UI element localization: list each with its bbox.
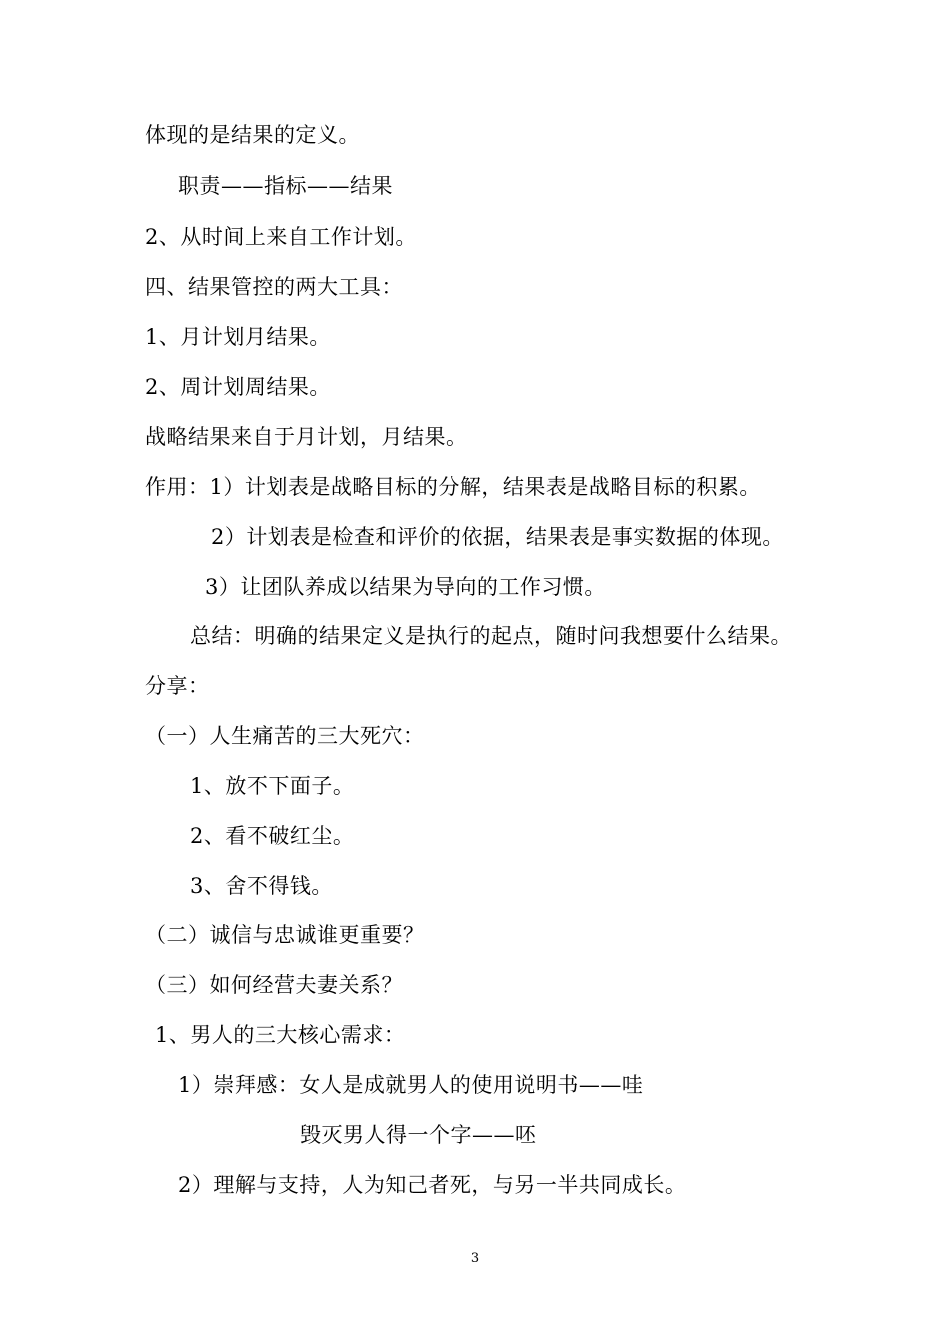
- text-line-9: 2）计划表是检查和评价的依据，结果表是事实数据的体现。: [211, 525, 784, 549]
- text-line-20: 1）崇拜感：女人是成就男人的使用说明书——哇: [178, 1073, 644, 1097]
- text-line-6: 2、周计划周结果。: [145, 375, 331, 399]
- list-item-1: 1、放不下面子。: [190, 774, 355, 798]
- text-line-7: 战略结果来自于月计划，月结果。: [145, 425, 468, 449]
- section-heading-4: 四、结果管控的两大工具：: [145, 275, 403, 299]
- text-line-5: 1、月计划月结果。: [145, 325, 331, 349]
- text-line-19: 1、男人的三大核心需求：: [155, 1023, 406, 1047]
- text-line-22: 2）理解与支持，人为知己者死，与另一半共同成长。: [178, 1173, 687, 1197]
- page-number: 3: [470, 1251, 480, 1266]
- text-line-8: 作用：1）计划表是战略目标的分解，结果表是战略目标的积累。: [145, 475, 761, 499]
- subheading-1: （一）人生痛苦的三大死穴：: [145, 724, 425, 748]
- subheading-2: （二）诚信与忠诚谁更重要？: [145, 923, 425, 947]
- share-heading: 分享：: [145, 674, 210, 698]
- list-item-3: 3、舍不得钱。: [190, 874, 333, 898]
- text-line-3: 2、从时间上来自工作计划。: [145, 225, 417, 249]
- text-line-21: 毁灭男人得一个字——呸: [300, 1123, 537, 1147]
- text-line-10: 3）让团队养成以结果为导向的工作习惯。: [205, 575, 606, 599]
- list-item-2: 2、看不破红尘。: [190, 824, 355, 848]
- subheading-3: （三）如何经营夫妻关系？: [145, 973, 403, 997]
- text-line-2: 职责——指标——结果: [178, 174, 393, 198]
- summary-line: 总结：明确的结果定义是执行的起点，随时问我想要什么结果。: [190, 624, 792, 648]
- text-line-1: 体现的是结果的定义。: [145, 123, 360, 147]
